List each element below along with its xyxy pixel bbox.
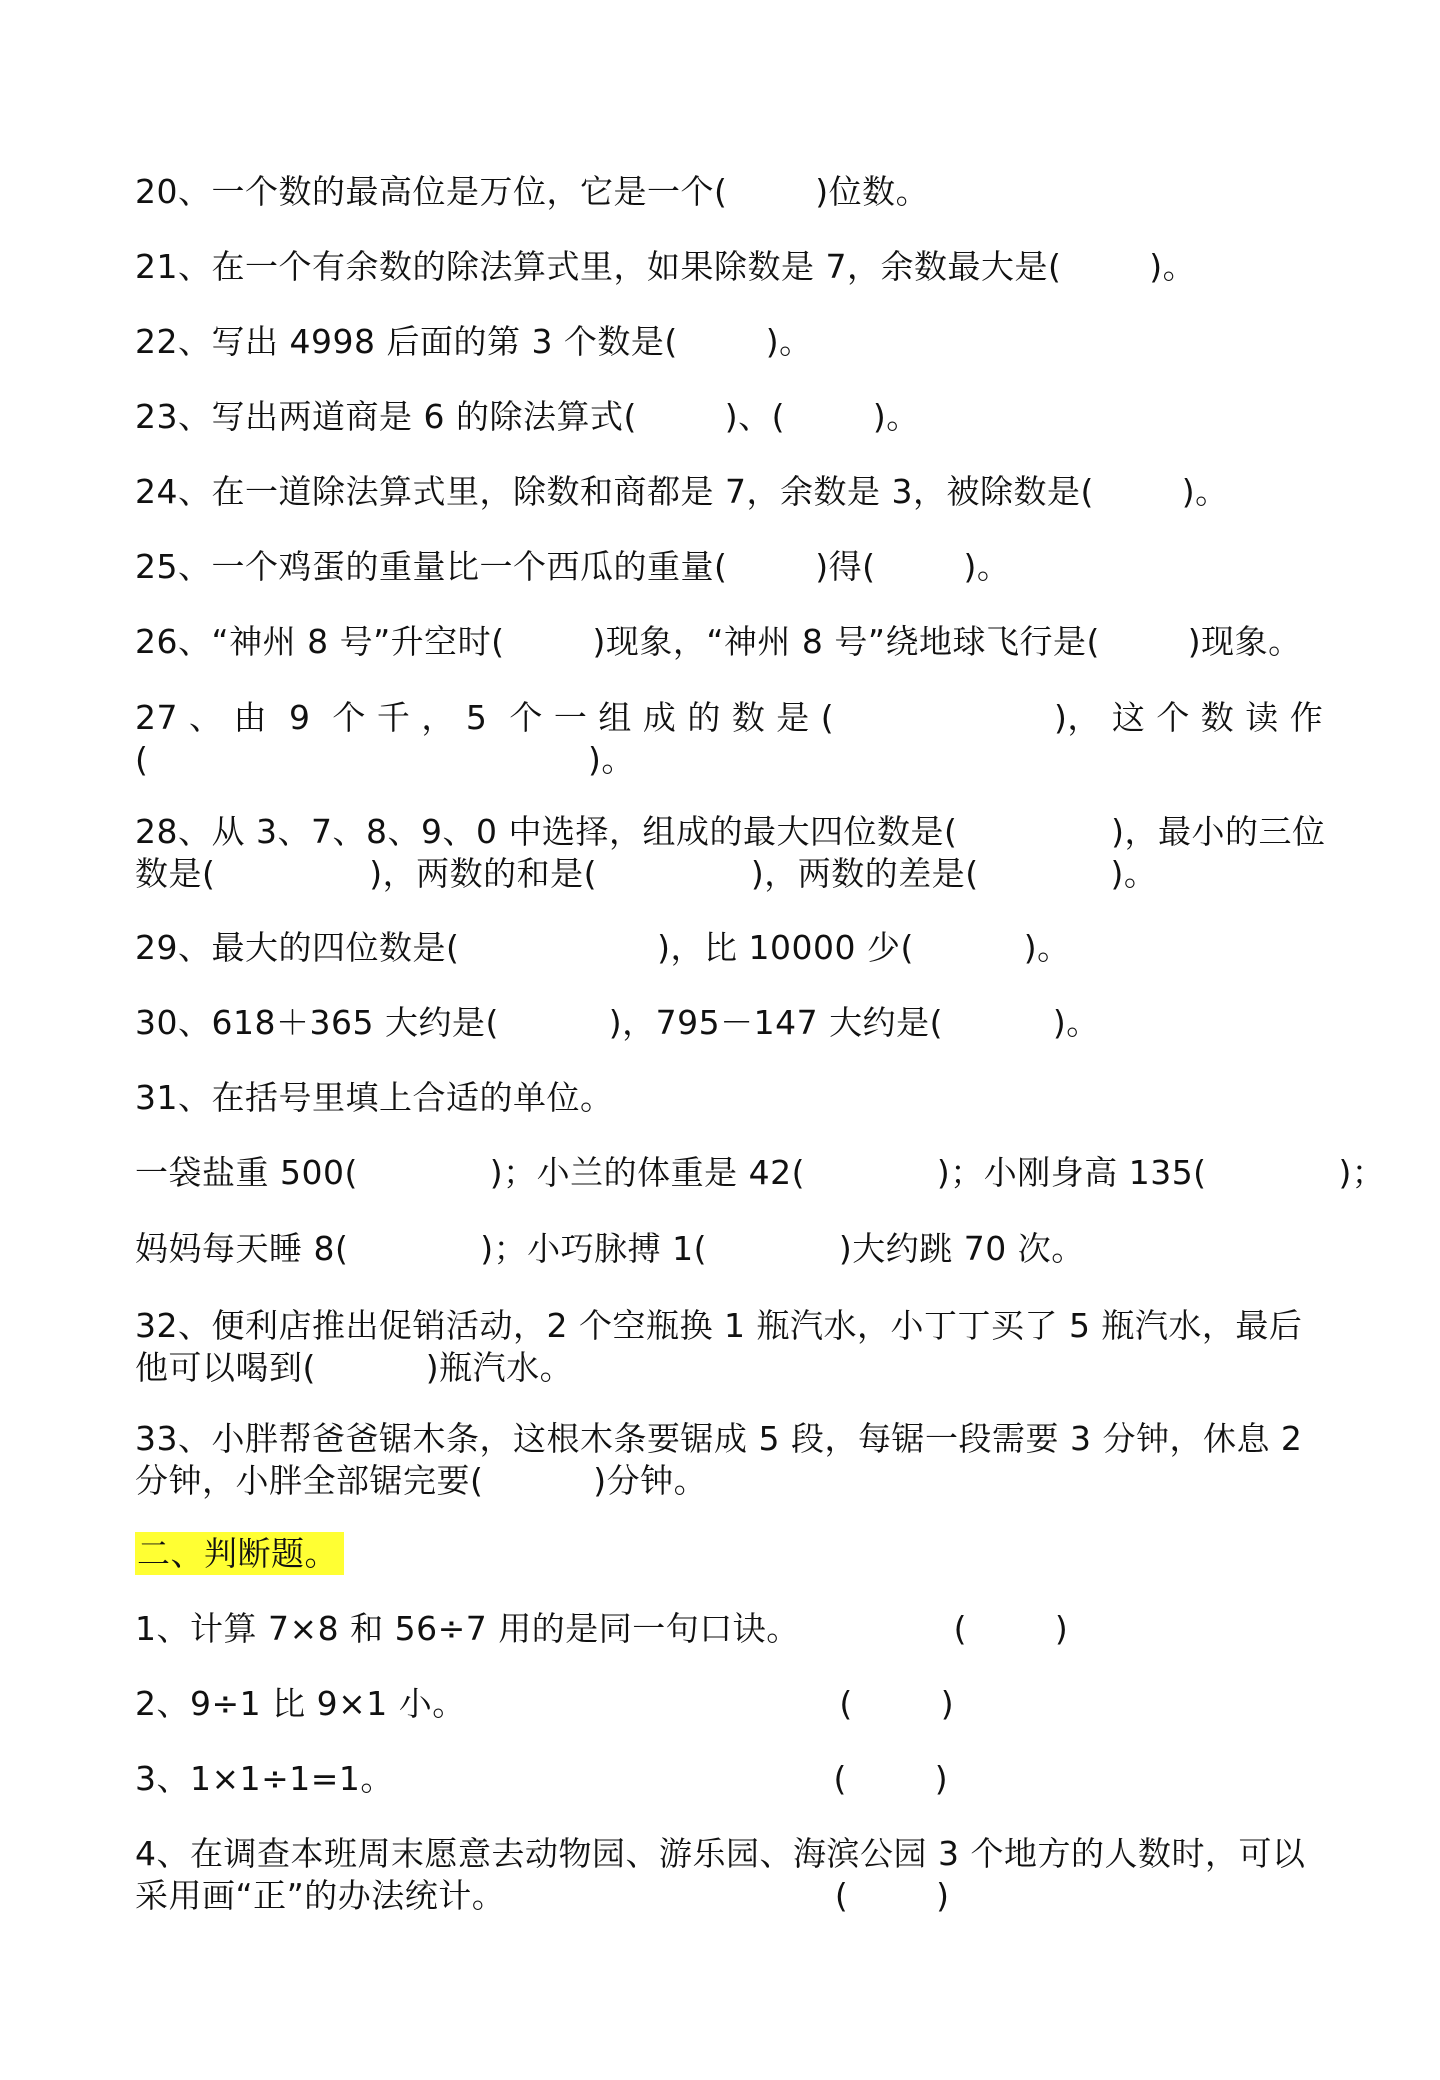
question-30: 30、618＋365 大约是( )，795－147 大约是( )。: [135, 1003, 1100, 1042]
question-31-line-1: 一袋盐重 500( )；小兰的体重是 42( )；小刚身高 135( )；: [135, 1153, 1386, 1192]
section-heading-label: 二、判断题。: [135, 1532, 344, 1575]
question-24: 24、在一道除法算式里，除数和商都是 7，余数是 3，被除数是( )。: [135, 472, 1229, 511]
question-32-line-1: 32、便利店推出促销活动，2 个空瓶换 1 瓶汽水，小丁丁买了 5 瓶汽水，最后: [135, 1306, 1303, 1345]
question-33-line-2: 分钟，小胖全部锯完要( )分钟。: [135, 1461, 708, 1500]
judgement-2: 2、9÷1 比 9×1 小。 ( ): [135, 1684, 955, 1723]
judgement-4-line-2: 采用画“正”的办法统计。 ( ): [135, 1876, 950, 1915]
question-20: 20、一个数的最高位是万位，它是一个( )位数。: [135, 172, 930, 211]
question-29: 29、最大的四位数是( )，比 10000 少( )。: [135, 928, 1071, 967]
question-28-line-1: 28、从 3、7、8、9、0 中选择，组成的最大四位数是( )，最小的三位: [135, 812, 1326, 851]
question-32-line-2: 他可以喝到( )瓶汽水。: [135, 1348, 574, 1387]
question-31-line-2: 妈妈每天睡 8( )；小巧脉搏 1( )大约跳 70 次。: [135, 1229, 1085, 1268]
question-22: 22、写出 4998 后面的第 3 个数是( )。: [135, 322, 813, 361]
judgement-1: 1、计算 7×8 和 56÷7 用的是同一句口诀。 ( ): [135, 1609, 1069, 1648]
judgement-4-line-1: 4、在调查本班周末愿意去动物园、游乐园、海滨公园 3 个地方的人数时，可以: [135, 1834, 1306, 1873]
judgement-3: 3、1×1÷1=1。 ( ): [135, 1759, 949, 1798]
question-31: 31、在括号里填上合适的单位。: [135, 1078, 614, 1117]
question-25: 25、一个鸡蛋的重量比一个西瓜的重量( )得( )。: [135, 547, 1011, 586]
question-28-line-2: 数是( )，两数的和是( )，两数的差是( )。: [135, 854, 1158, 893]
question-33-line-1: 33、小胖帮爸爸锯木条，这根木条要锯成 5 段，每锯一段需要 3 分钟，休息 2: [135, 1419, 1303, 1458]
question-21: 21、在一个有余数的除法算式里，如果除数是 7，余数最大是( )。: [135, 247, 1197, 286]
question-23: 23、写出两道商是 6 的除法算式( )、( )。: [135, 397, 920, 436]
question-26: 26、“神州 8 号”升空时( )现象，“神州 8 号”绕地球飞行是( )现象。: [135, 622, 1302, 661]
question-27-line-1: 27 、 由 9 个 千 ， 5 个 一 组 成 的 数 是 ( )， 这 个 数 读 作: [135, 698, 1324, 737]
question-27-line-2: ( )。: [135, 740, 635, 779]
section-heading: [135, 1534, 344, 1574]
